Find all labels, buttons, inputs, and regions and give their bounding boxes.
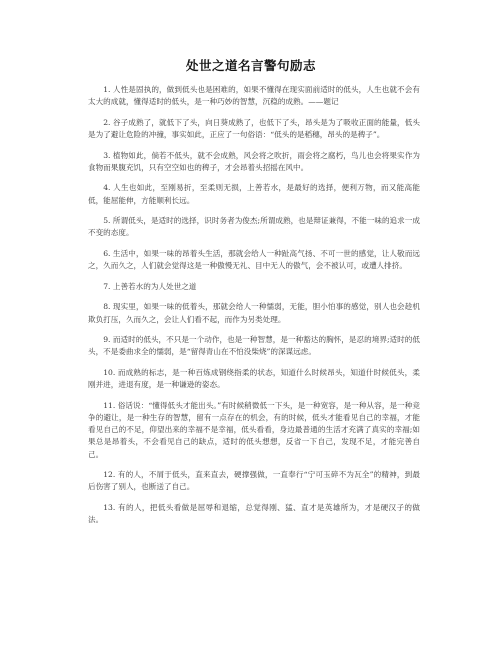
paragraph-3: 3. 植物如此，倘若不低头，就不会成熟，风会将之吹折，雨会将之腐朽，鸟儿也会将果实作为食物而果腹充饥，只有空空如也的稗子，才会昂着头招摇在风中。 bbox=[88, 150, 420, 172]
paragraph-11: 11. 俗话说：“懂得低头才能出头。”有时候稍微低一下头，是一种宽容，是一种从容，是一种竞争的避让，是一种生存的智慧，留有一点存在的机会，有的时候，低头才能看见自己的幸福，才能看见自己的不足，仰望出来的幸福不是幸福，低头看看，身边最普通的生活才充满了真实的幸福;如果总是昂着头，不会看见自己的缺点，适时的低头想想，反省一下自己，发现不足，才能完善自己。 bbox=[88, 400, 420, 459]
paragraph-5: 5. 所谓低头，是适时的选择，识时务者为俊杰;所谓成熟，也是辩证兼得，不能一味的追求一成不变的态度。 bbox=[88, 216, 420, 238]
document-body bbox=[88, 84, 420, 535]
paragraph-8: 8. 现实里，如果一味的低着头，那就会给人一种懦弱，无能，胆小怕事的感觉，别人也会趁机欺负打压，久而久之，会让人们看不起，而作为另类处理。 bbox=[88, 302, 420, 324]
paragraph-13: 13. 有的人，把低头看做是屈辱和退缩，总觉得刚、猛、直才是英雄所为，才是硬汉子的做法。 bbox=[88, 502, 420, 525]
paragraph-7: 7. 上善若水的为人处世之道 bbox=[103, 281, 197, 291]
paragraph-1: 1. 人性是固执的，做到低头也是困难的，如果不懂得在现实面前适时的低头，人生也就不会有太大的成就，懂得适时的低头，是一种巧妙的智慧，沉稳的成熟。——题记 bbox=[88, 85, 420, 107]
paragraph-2: 2. 谷子成熟了，就低下了头，向日葵成熟了，也低下了头，昂头是为了吸收正面的能量，低头是为了避让危险的冲撞，事实如此，正应了一句俗语：“低头的是稻穗，昂头的是稗子”。 bbox=[88, 117, 420, 139]
paragraph-12: 12. 有的人，不屑于低头，直来直去，硬撑强做，一直奉行“宁可玉碎不为瓦全”的精神，到最后伤害了别人，也断送了自己。 bbox=[88, 470, 420, 492]
paragraph-9: 9. 而适时的低头，不只是一个动作，也是一种智慧，是一种豁达的胸怀，是忍的境界;适时的低头，不是委曲求全的懦弱，是“留得青山在不怕没柴烧”的深谋远虑。 bbox=[88, 335, 420, 357]
paragraph-4: 4. 人生也如此，至刚易折，至柔则无损，上善若水，是最好的选择，便利万物，而又能高能低，能屈能伸，方能顺利长远。 bbox=[88, 183, 420, 205]
paragraph-10: 10. 而成熟的标志，是一种百炼成钢绕指柔的状态，知道什么时候昂头，知道什时候低头，柔刚并进，进退有度，是一种谦逊的姿态。 bbox=[88, 367, 420, 390]
document-title: 处世之道名言警句励志 bbox=[185, 58, 316, 73]
paragraph-6: 6. 生活中，如果一味的昂着头生活，那就会给人一种趾高气扬、不可一世的感觉，让人敬而远之，久而久之，人们就会觉得这是一种傲慢无礼、目中无人的傲气，会不被认可，或遭人排挤。 bbox=[88, 248, 420, 271]
